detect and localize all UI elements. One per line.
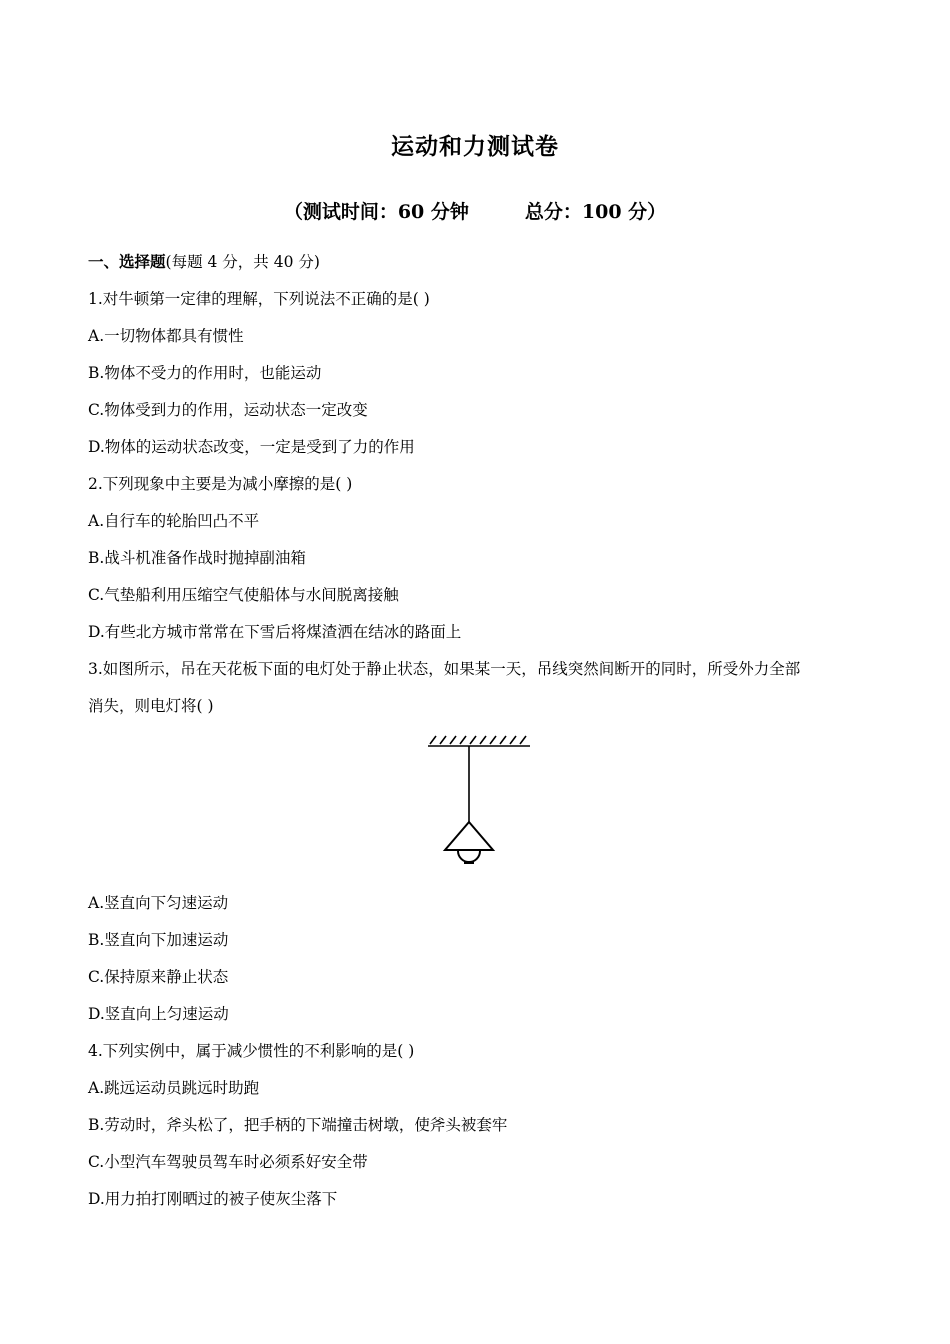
exam-time: （测试时间：60 分钟	[283, 201, 469, 223]
question-1-option-a: A.一切物体都具有惯性	[88, 327, 244, 345]
question-3-option-b: B.竖直向下加速运动	[88, 931, 229, 949]
page-title: 运动和力测试卷	[391, 133, 559, 160]
section-title: 一、选择题	[88, 252, 166, 271]
exam-total-score: 总分：100 分）	[524, 201, 667, 223]
question-2-option-b: B.战斗机准备作战时抛掉副油箱	[88, 549, 306, 567]
question-1-stem: 1.对牛顿第一定律的理解，下列说法不正确的是( )	[88, 290, 430, 308]
ceiling-hatch	[428, 736, 530, 746]
question-3-option-c: C.保持原来静止状态	[88, 968, 229, 986]
question-4-option-b: B.劳动时，斧头松了，把手柄的下端撞击树墩，使斧头被套牢	[88, 1116, 508, 1134]
question-2-option-c: C.气垫船利用压缩空气使船体与水间脱离接触	[88, 586, 399, 604]
lamp-shade	[445, 822, 493, 850]
question-4-option-a: A.跳远运动员跳远时助跑	[88, 1079, 260, 1097]
question-2-stem: 2.下列现象中主要是为减小摩擦的是( )	[88, 475, 353, 493]
question-2-option-a: A.自行车的轮胎凹凸不平	[88, 512, 260, 530]
question-1-option-b: B.物体不受力的作用时，也能运动	[88, 364, 322, 382]
question-4-option-c: C.小型汽车驾驶员驾车时必须系好安全带	[88, 1153, 368, 1171]
question-1-option-d: D.物体的运动状态改变，一定是受到了力的作用	[88, 438, 415, 456]
hanging-lamp-figure	[420, 726, 536, 868]
section-note: (每题 4 分，共 40 分)	[165, 253, 320, 271]
question-2-option-d: D.有些北方城市常常在下雪后将煤渣洒在结冰的路面上	[88, 623, 462, 641]
light-bulb	[458, 851, 480, 862]
question-4-option-d: D.用力拍打刚晒过的被子使灰尘落下	[88, 1190, 338, 1208]
question-3-stem-line-1: 3.如图所示，吊在天花板下面的电灯处于静止状态，如果某一天，吊线突然间断开的同时，所受外力全部	[88, 660, 801, 678]
question-4-stem: 4.下列实例中，属于减少惯性的不利影响的是( )	[88, 1042, 415, 1060]
question-3-option-a: A.竖直向下匀速运动	[88, 894, 229, 912]
question-1-option-c: C.物体受到力的作用，运动状态一定改变	[88, 401, 368, 419]
question-3-option-d: D.竖直向上匀速运动	[88, 1005, 229, 1023]
exam-info	[0, 197, 950, 224]
question-3-stem-line-2: 消失，则电灯将( )	[88, 697, 214, 715]
section-heading	[88, 251, 320, 273]
